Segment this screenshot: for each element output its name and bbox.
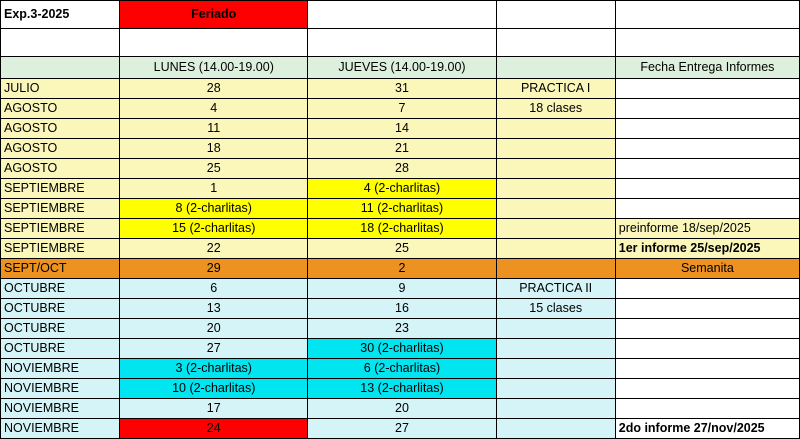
cell-lunes: 22: [120, 239, 308, 259]
table-row: [1, 199, 800, 219]
cell-jueves: 11 (2-charlitas): [308, 199, 496, 219]
cell-month: NOVIEMBRE: [1, 399, 120, 419]
cell-month: OCTUBRE: [1, 299, 120, 319]
blank-cell-month: [1, 29, 120, 57]
cell-practica: [496, 359, 615, 379]
table-row: [1, 359, 800, 379]
cell-practica: [496, 139, 615, 159]
cell-lunes: 17: [120, 399, 308, 419]
table-row: [1, 179, 800, 199]
cell-practica: [496, 339, 615, 359]
cell-informes: [615, 399, 799, 419]
cell-jueves: 4 (2-charlitas): [308, 179, 496, 199]
cell-practica: [496, 179, 615, 199]
cell-lunes: 25: [120, 159, 308, 179]
cell-jueves: 16: [308, 299, 496, 319]
cell-practica: [496, 319, 615, 339]
cell-month: SEPTIEMBRE: [1, 239, 120, 259]
cell-jueves: 7: [308, 99, 496, 119]
title-spacer-practica: [496, 1, 615, 29]
cell-informes: [615, 339, 799, 359]
blank-cell-jueves: [308, 29, 496, 57]
cell-practica: [496, 239, 615, 259]
cell-informes: [615, 199, 799, 219]
title-row: [1, 1, 800, 29]
cell-lunes: 24: [120, 419, 308, 439]
header-lunes: LUNES (14.00-19.00): [120, 57, 308, 79]
table-row: [1, 239, 800, 259]
table-row: [1, 419, 800, 439]
experiment-title: Exp.3-2025: [1, 1, 120, 29]
cell-month: NOVIEMBRE: [1, 419, 120, 439]
cell-lunes: 8 (2-charlitas): [120, 199, 308, 219]
cell-lunes: 1: [120, 179, 308, 199]
cell-practica: PRACTICA I: [496, 79, 615, 99]
cell-month: SEPTIEMBRE: [1, 219, 120, 239]
cell-month: SEPT/OCT: [1, 259, 120, 279]
cell-jueves: 14: [308, 119, 496, 139]
header-informes: Fecha Entrega Informes: [615, 57, 799, 79]
cell-informes: [615, 319, 799, 339]
cell-jueves: 13 (2-charlitas): [308, 379, 496, 399]
cell-jueves: 6 (2-charlitas): [308, 359, 496, 379]
table-row: [1, 79, 800, 99]
table-row: [1, 379, 800, 399]
header-jueves: JUEVES (14.00-19.00): [308, 57, 496, 79]
cell-lunes: 20: [120, 319, 308, 339]
cell-informes: [615, 159, 799, 179]
cell-jueves: 25: [308, 239, 496, 259]
cell-practica: [496, 159, 615, 179]
table-row: [1, 219, 800, 239]
cell-informes: [615, 379, 799, 399]
blank-cell-practica: [496, 29, 615, 57]
cell-informes: [615, 299, 799, 319]
cell-month: OCTUBRE: [1, 279, 120, 299]
cell-month: SEPTIEMBRE: [1, 179, 120, 199]
cell-informes: [615, 179, 799, 199]
cell-lunes: 6: [120, 279, 308, 299]
table-row: [1, 279, 800, 299]
cell-jueves: 28: [308, 159, 496, 179]
blank-cell-lunes: [120, 29, 308, 57]
cell-lunes: 3 (2-charlitas): [120, 359, 308, 379]
header-practica: [496, 57, 615, 79]
cell-practica: [496, 379, 615, 399]
cell-month: NOVIEMBRE: [1, 359, 120, 379]
table-row: [1, 299, 800, 319]
table-row: [1, 399, 800, 419]
cell-informes: [615, 119, 799, 139]
cell-practica: PRACTICA II: [496, 279, 615, 299]
cell-month: SEPTIEMBRE: [1, 199, 120, 219]
cell-lunes: 15 (2-charlitas): [120, 219, 308, 239]
cell-informes: Semanita: [615, 259, 799, 279]
table-row: [1, 319, 800, 339]
cell-month: OCTUBRE: [1, 339, 120, 359]
header-month: [1, 57, 120, 79]
cell-jueves: 20: [308, 399, 496, 419]
cell-practica: [496, 119, 615, 139]
table-row: [1, 99, 800, 119]
blank-row: [1, 29, 800, 57]
cell-practica: [496, 259, 615, 279]
title-spacer-informes: [615, 1, 799, 29]
cell-lunes: 18: [120, 139, 308, 159]
cell-practica: [496, 419, 615, 439]
cell-month: AGOSTO: [1, 119, 120, 139]
cell-informes: [615, 139, 799, 159]
cell-lunes: 29: [120, 259, 308, 279]
cell-lunes: 13: [120, 299, 308, 319]
cell-month: NOVIEMBRE: [1, 379, 120, 399]
table-row: [1, 119, 800, 139]
cell-month: AGOSTO: [1, 139, 120, 159]
cell-jueves: 21: [308, 139, 496, 159]
table-row: [1, 159, 800, 179]
cell-jueves: 2: [308, 259, 496, 279]
cell-lunes: 4: [120, 99, 308, 119]
cell-lunes: 28: [120, 79, 308, 99]
cell-jueves: 31: [308, 79, 496, 99]
cell-informes: 2do informe 27/nov/2025: [615, 419, 799, 439]
cell-practica: [496, 199, 615, 219]
header-row: [1, 57, 800, 79]
cell-month: AGOSTO: [1, 99, 120, 119]
cell-informes: preinforme 18/sep/2025: [615, 219, 799, 239]
cell-lunes: 27: [120, 339, 308, 359]
cell-informes: [615, 359, 799, 379]
blank-cell-informes: [615, 29, 799, 57]
cell-informes: [615, 279, 799, 299]
cell-month: AGOSTO: [1, 159, 120, 179]
cell-informes: [615, 79, 799, 99]
cell-informes: [615, 99, 799, 119]
table-row: [1, 139, 800, 159]
cell-practica: 18 clases: [496, 99, 615, 119]
cell-month: JULIO: [1, 79, 120, 99]
cell-jueves: 23: [308, 319, 496, 339]
cell-jueves: 9: [308, 279, 496, 299]
cell-jueves: 30 (2-charlitas): [308, 339, 496, 359]
cell-practica: [496, 399, 615, 419]
cell-practica: [496, 219, 615, 239]
cell-jueves: 18 (2-charlitas): [308, 219, 496, 239]
table-row: [1, 259, 800, 279]
table-row: [1, 339, 800, 359]
feriado-legend: Feriado: [120, 1, 308, 29]
cell-practica: 15 clases: [496, 299, 615, 319]
cell-month: OCTUBRE: [1, 319, 120, 339]
title-spacer-jueves: [308, 1, 496, 29]
cell-jueves: 27: [308, 419, 496, 439]
cell-informes: 1er informe 25/sep/2025: [615, 239, 799, 259]
cell-lunes: 10 (2-charlitas): [120, 379, 308, 399]
cell-lunes: 11: [120, 119, 308, 139]
